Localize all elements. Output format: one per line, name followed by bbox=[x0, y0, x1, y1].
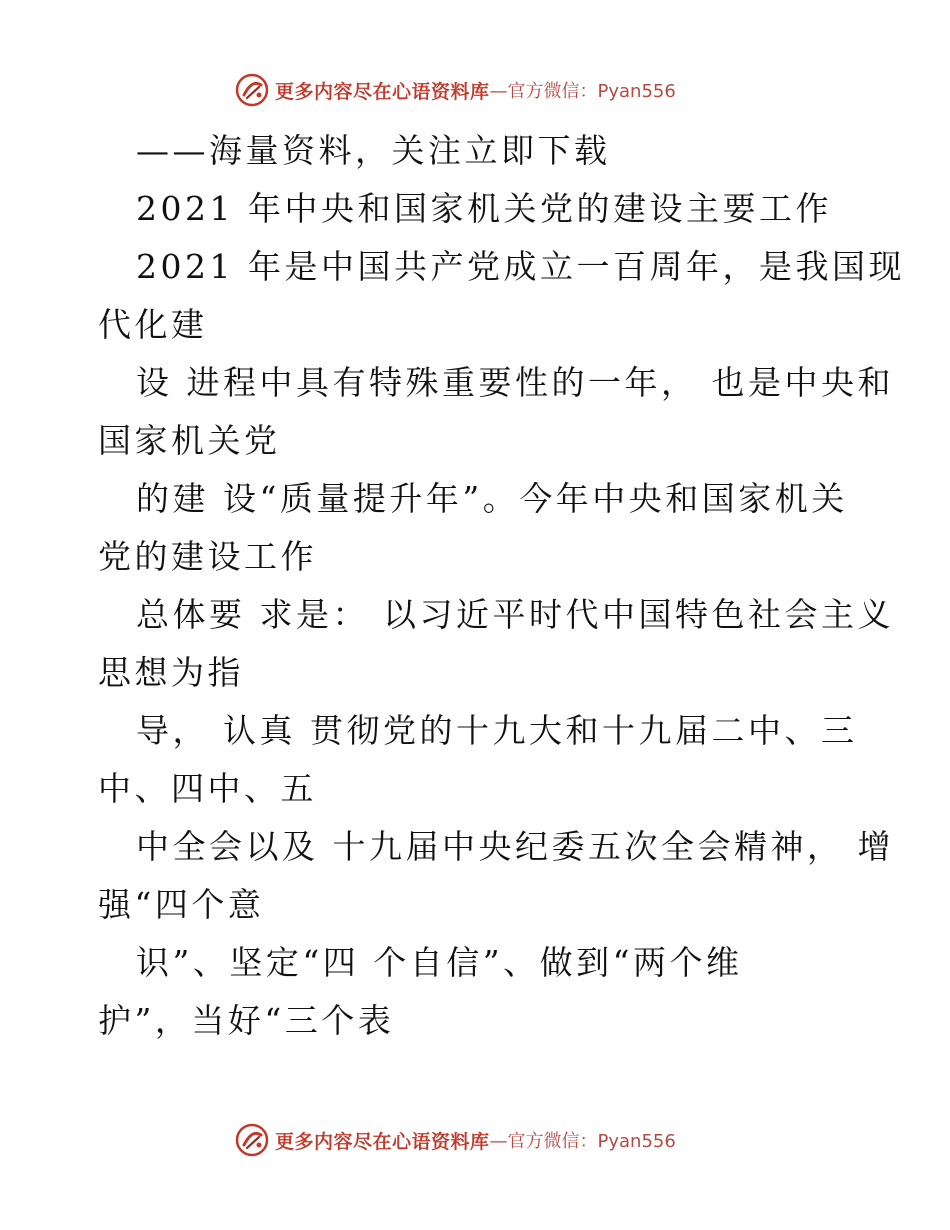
document-title: 2021 年中央和国家机关党的建设主要工作 bbox=[136, 189, 832, 228]
header-banner-wechat: —官方微信：Pyan556 bbox=[489, 81, 676, 102]
footer-banner-wechat: —官方微信：Pyan556 bbox=[489, 1131, 676, 1152]
document-body bbox=[98, 122, 905, 1050]
text-line: 的建 设“质量提升年”。今年中央和国家机关 bbox=[136, 479, 848, 518]
header-banner bbox=[235, 70, 676, 110]
seal-logo-icon bbox=[235, 1123, 269, 1157]
text-line: 国家机关党 bbox=[98, 421, 281, 460]
text-line: 2021 年是中国共产党成立一百周年，是我国现 bbox=[136, 247, 905, 286]
header-banner-title: 更多内容尽在心语资料库 bbox=[275, 80, 490, 103]
text-line: 中、四中、五 bbox=[98, 769, 317, 808]
text-line: 总体要 求是： 以习近平时代中国特色社会主义 bbox=[136, 595, 894, 634]
footer-banner-title: 更多内容尽在心语资料库 bbox=[275, 1130, 490, 1153]
text-line: 代化建 bbox=[98, 305, 208, 344]
text-line: 党的建设工作 bbox=[98, 537, 317, 576]
text-line: 识”、坚定“四 个自信”、做到“两个维 bbox=[136, 943, 743, 982]
footer-banner bbox=[235, 1120, 676, 1160]
text-line-download-note: ——海量资料，关注立即下载 bbox=[136, 131, 611, 170]
text-line: 导， 认真 贯彻党的十九大和十九届二中、三 bbox=[136, 711, 858, 750]
seal-logo-icon bbox=[235, 73, 269, 107]
text-line: 强“四个意 bbox=[98, 885, 265, 924]
text-line: 护”，当好“三个表 bbox=[98, 1001, 395, 1040]
text-line: 设 进程中具有特殊重要性的一年， 也是中央和 bbox=[136, 363, 894, 402]
text-line: 思想为指 bbox=[98, 653, 244, 692]
text-line: 中全会以及 十九届中央纪委五次全会精神， 增 bbox=[136, 827, 894, 866]
